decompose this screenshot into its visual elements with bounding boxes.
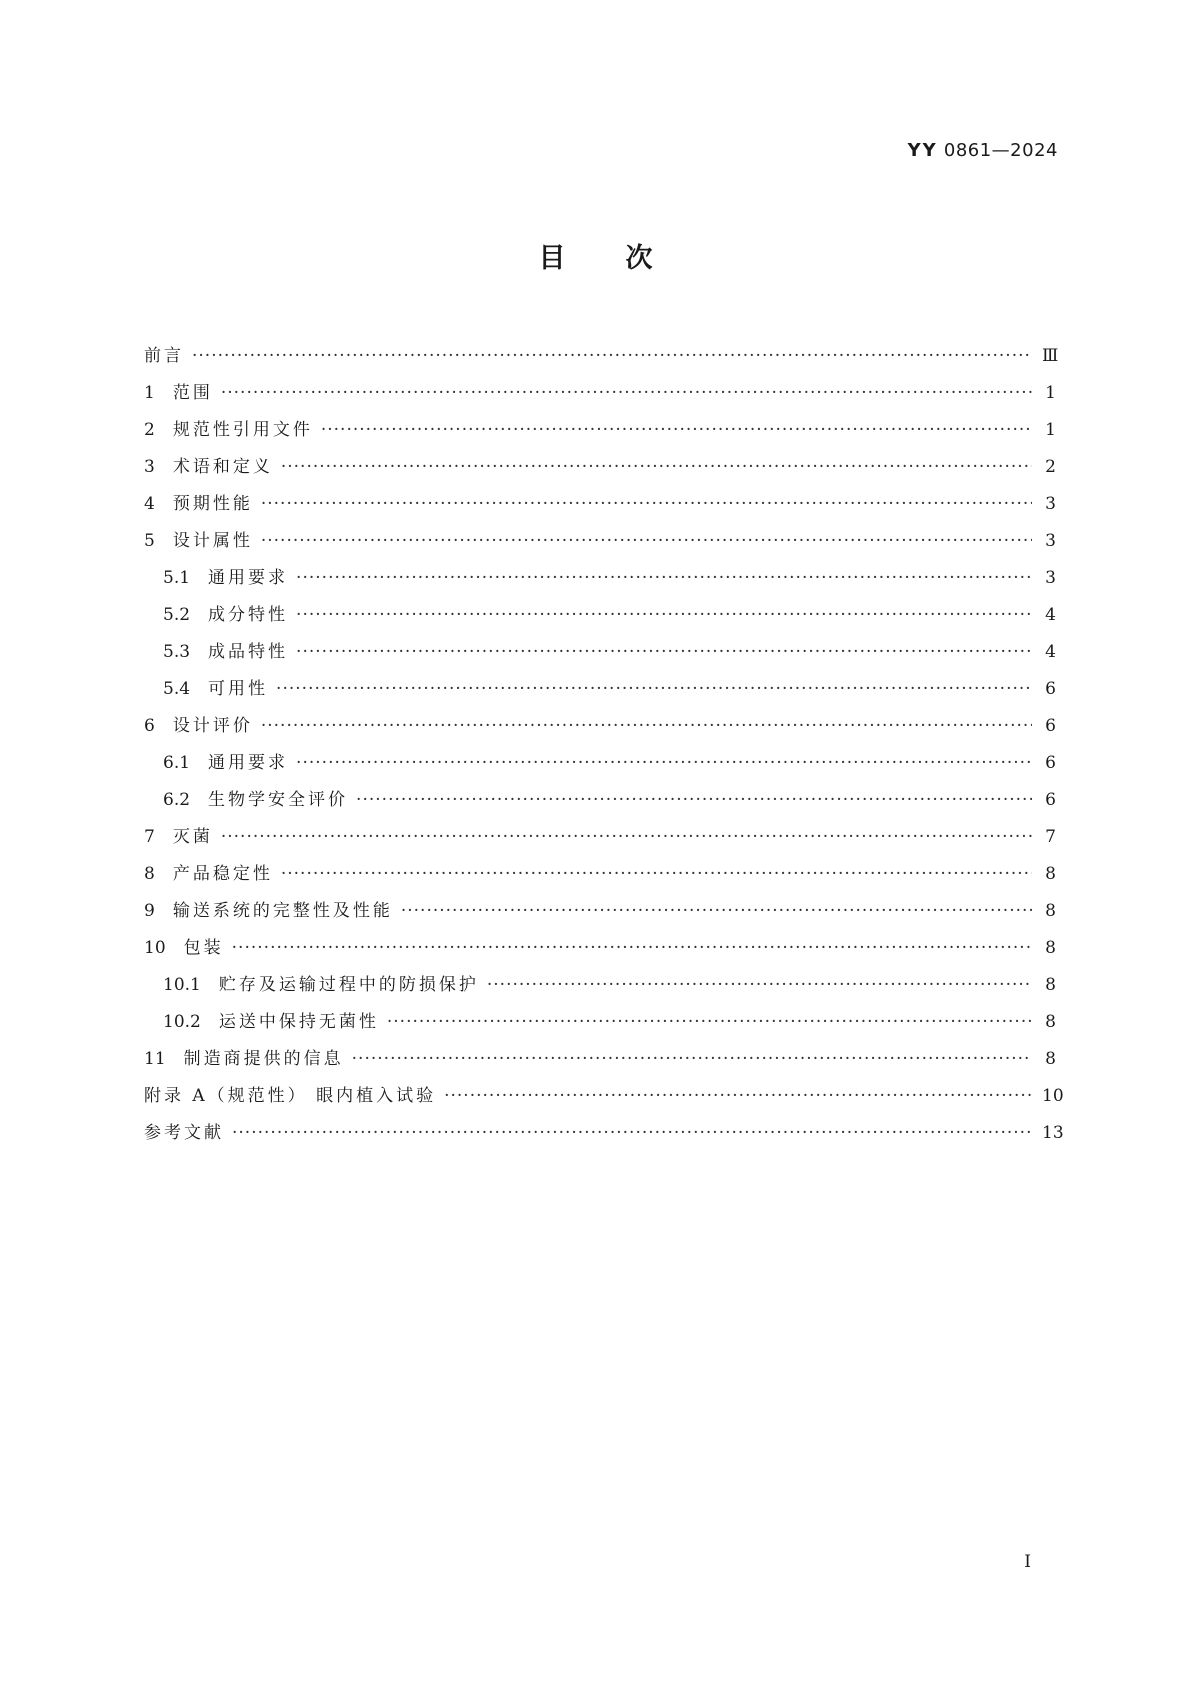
toc-entry-number: 11 xyxy=(144,1049,166,1069)
toc-entry-page: 13 xyxy=(1042,1123,1064,1143)
toc-entry xyxy=(144,486,1056,523)
document-code-number: 0861—2024 xyxy=(943,140,1058,161)
toc-entry-label: 成分特性 xyxy=(208,605,289,625)
toc-entry-label: 可用性 xyxy=(208,679,269,699)
toc-dot-leader xyxy=(352,1041,1032,1078)
toc-entry-label: 运送中保持无菌性 xyxy=(218,1012,379,1032)
toc-entry-page: 4 xyxy=(1045,605,1056,625)
toc-entry-label: 范围 xyxy=(172,383,213,403)
toc-entry-label: 生物学安全评价 xyxy=(208,790,349,810)
toc-dot-leader xyxy=(261,486,1032,523)
toc-dot-leader xyxy=(487,967,1032,1004)
toc-dot-leader xyxy=(296,560,1032,597)
toc-entry-label: 通用要求 xyxy=(208,568,289,588)
toc-entry xyxy=(144,819,1056,856)
toc-entry-label: 设计评价 xyxy=(172,716,253,736)
toc-entry-number: 6 xyxy=(144,716,155,736)
toc-dot-leader xyxy=(401,893,1032,930)
toc-dot-leader xyxy=(221,375,1032,412)
toc-entry xyxy=(144,412,1056,449)
toc-entry-label: 规范性引用文件 xyxy=(172,420,313,440)
toc-entry-number: 9 xyxy=(144,901,155,921)
toc-entry-number: 5.2 xyxy=(163,605,191,625)
toc-entry-label: 制造商提供的信息 xyxy=(183,1049,344,1069)
toc-entry-number: 7 xyxy=(144,827,155,847)
toc-entry xyxy=(144,967,1056,1004)
toc-entry-label: 包装 xyxy=(183,938,224,958)
toc-dot-leader xyxy=(296,597,1032,634)
toc-entry xyxy=(144,1078,1064,1115)
toc-entry-page: 8 xyxy=(1045,901,1056,921)
toc-entry-page: 1 xyxy=(1045,383,1056,403)
toc-entry-number: 8 xyxy=(144,864,155,884)
toc-entry xyxy=(144,745,1056,782)
toc-entry-label: 灭菌 xyxy=(172,827,213,847)
toc-entry-label: 成品特性 xyxy=(208,642,289,662)
toc-entry-page: 6 xyxy=(1045,790,1056,810)
toc-entry-number: 2 xyxy=(144,420,155,440)
toc-entry-label: 设计属性 xyxy=(172,531,253,551)
toc-dot-leader xyxy=(232,930,1032,967)
toc-entry xyxy=(144,597,1056,634)
toc-entry-page: 7 xyxy=(1045,827,1056,847)
table-of-contents xyxy=(144,338,1064,1152)
toc-entry-number: 5.1 xyxy=(163,568,191,588)
toc-entry-label: 参考文献 xyxy=(144,1123,224,1143)
toc-entry xyxy=(144,782,1056,819)
toc-entry xyxy=(144,1004,1056,1041)
toc-entry-number: 6.1 xyxy=(163,753,191,773)
toc-entry xyxy=(144,1115,1064,1152)
toc-entry xyxy=(144,523,1056,560)
toc-entry-page: 10 xyxy=(1042,1086,1064,1106)
toc-entry xyxy=(144,856,1056,893)
toc-entry xyxy=(144,375,1056,412)
toc-dot-leader xyxy=(276,671,1032,708)
toc-entry-label: 贮存及运输过程中的防损保护 xyxy=(218,975,479,995)
toc-entry-page: 8 xyxy=(1045,1049,1056,1069)
toc-entry xyxy=(144,671,1056,708)
toc-entry-page: Ⅲ xyxy=(1042,346,1059,366)
toc-entry xyxy=(144,930,1056,967)
toc-entry-number: 10 xyxy=(144,938,166,958)
toc-entry-page: 3 xyxy=(1045,531,1056,551)
toc-entry-page: 8 xyxy=(1045,975,1056,995)
toc-entry-page: 3 xyxy=(1045,494,1056,514)
toc-entry-number: 3 xyxy=(144,457,155,477)
toc-dot-leader xyxy=(296,745,1032,782)
document-code xyxy=(908,140,1058,161)
toc-dot-leader xyxy=(321,412,1032,449)
toc-dot-leader xyxy=(356,782,1032,819)
toc-entry-number: 1 xyxy=(144,383,155,403)
toc-dot-leader xyxy=(192,338,1032,375)
toc-entry xyxy=(144,634,1056,671)
toc-dot-leader xyxy=(444,1078,1032,1115)
toc-entry-number: 10.1 xyxy=(163,975,201,995)
toc-dot-leader xyxy=(387,1004,1032,1041)
toc-entry xyxy=(144,560,1056,597)
toc-entry xyxy=(144,708,1056,745)
toc-entry-page: 8 xyxy=(1045,864,1056,884)
toc-entry-page: 8 xyxy=(1045,1012,1056,1032)
toc-entry-number: 5.4 xyxy=(163,679,191,699)
toc-entry-label: 输送系统的完整性及性能 xyxy=(172,901,393,921)
toc-entry-label: 预期性能 xyxy=(172,494,253,514)
toc-entry-page: 4 xyxy=(1045,642,1056,662)
page-number: I xyxy=(1024,1552,1031,1572)
toc-entry-number: 5.3 xyxy=(163,642,191,662)
toc-entry-label: 通用要求 xyxy=(208,753,289,773)
toc-entry xyxy=(144,1041,1056,1078)
document-code-prefix: YY xyxy=(907,140,938,161)
toc-entry-page: 1 xyxy=(1045,420,1056,440)
toc-entry-number: 6.2 xyxy=(163,790,191,810)
toc-entry-page: 2 xyxy=(1045,457,1056,477)
toc-entry-page: 3 xyxy=(1045,568,1056,588)
toc-entry xyxy=(144,449,1056,486)
toc-dot-leader xyxy=(232,1115,1032,1152)
toc-title-char-1: 目 xyxy=(538,243,566,274)
toc-entry-label: 产品稳定性 xyxy=(172,864,273,884)
toc-entry xyxy=(144,893,1056,930)
toc-entry-number: 5 xyxy=(144,531,155,551)
toc-entry-label: 术语和定义 xyxy=(172,457,273,477)
toc-title-char-2: 次 xyxy=(625,243,653,274)
toc-title xyxy=(0,236,1191,275)
toc-dot-leader xyxy=(296,634,1032,671)
toc-entry-number: 10.2 xyxy=(163,1012,201,1032)
toc-entry-page: 6 xyxy=(1045,753,1056,773)
toc-dot-leader xyxy=(261,708,1032,745)
toc-entry xyxy=(144,338,1059,375)
toc-entry-page: 8 xyxy=(1045,938,1056,958)
toc-entry-label: 前言 xyxy=(144,346,184,366)
toc-entry-number: 4 xyxy=(144,494,155,514)
toc-dot-leader xyxy=(221,819,1032,856)
toc-dot-leader xyxy=(281,856,1032,893)
toc-entry-page: 6 xyxy=(1045,679,1056,699)
toc-dot-leader xyxy=(281,449,1032,486)
toc-dot-leader xyxy=(261,523,1032,560)
toc-entry-label: 附录 A（规范性） 眼内植入试验 xyxy=(144,1086,437,1106)
toc-entry-page: 6 xyxy=(1045,716,1056,736)
